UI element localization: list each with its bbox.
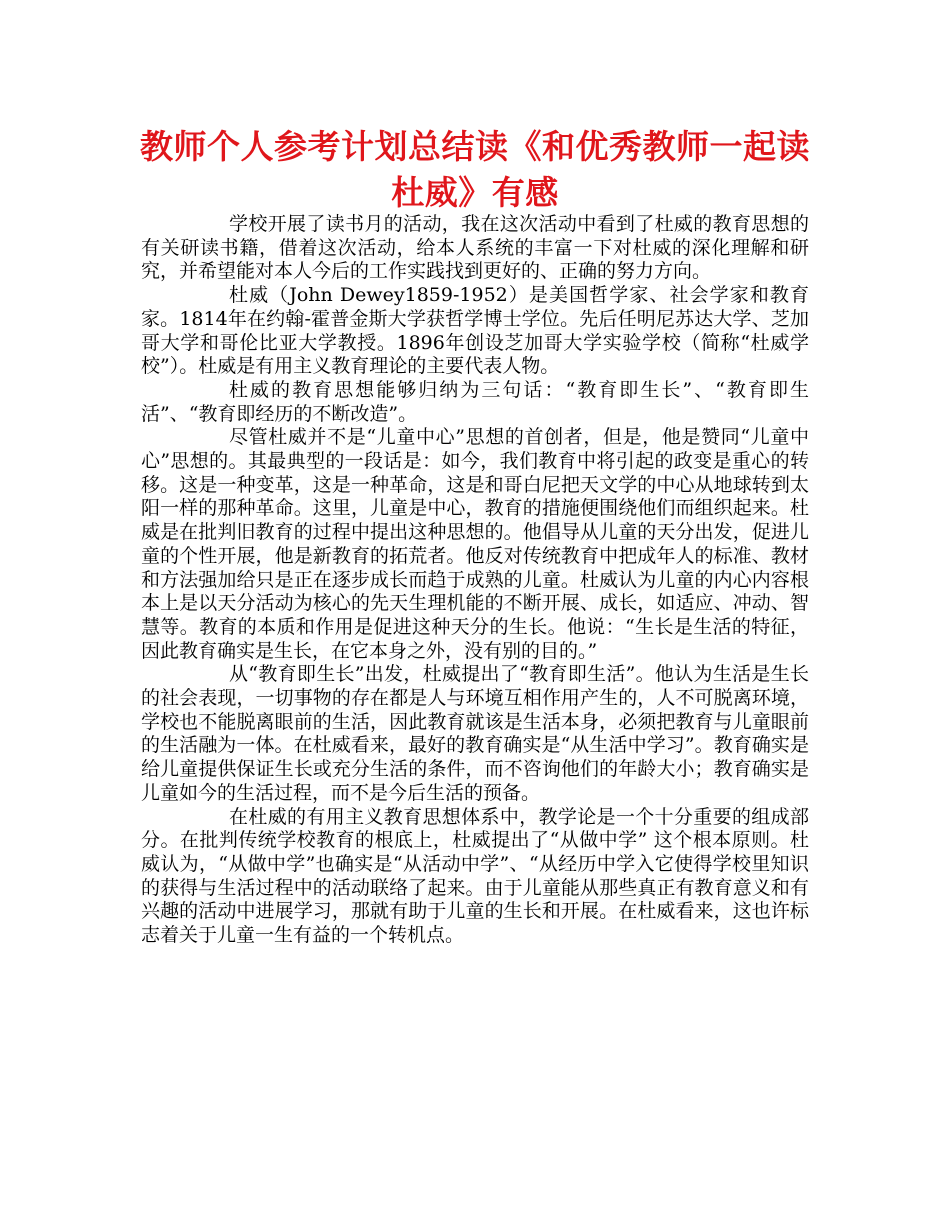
paragraph-biography: 杜威（John Dewey1859-1952）是美国哲学家、社会学家和教育家。1814年在约翰-霍普金斯大学获哲学博士学位。先后任明尼苏达大学、芝加哥大学和哥伦比亚大学教授。1896年创设芝加哥大学实验学校（简称“杜威学校”）。杜威是有用主义教育理论的主要代表人物。 (141, 284, 809, 378)
paragraph-three-sentences: 杜威的教育思想能够归纳为三句话：“教育即生长”、“教育即生活”、“教育即经历的不断改造”。 (141, 378, 809, 425)
paragraph-learning-by-doing: 在杜威的有用主义教育思想体系中，教学论是一个十分重要的组成部分。在批判传统学校教育的根底上，杜威提出了“从做中学” 这个根本原则。杜威认为，“从做中学”也确实是“从活动中学”、“从经历中学入它使得学校里知识的获得与生活过程中的活动联络了起来。由于儿童能从那些真正有教育意义和有兴趣的活动中进展学习，那就有助于儿童的生长和开展。在杜威看来，这也许标志着关于儿童一生有益的一个转机点。 (141, 805, 809, 947)
document-body (141, 213, 809, 948)
paragraph-child-centered: 尽管杜威并不是“儿童中心”思想的首创者，但是，他是赞同“儿童中心”思想的。其最典型的一段话是：如今，我们教育中将引起的政变是重心的转移。这是一种变革，这是一种革命，这是和哥白尼把天文学的中心从地球转到太阳一样的那种革命。这里，儿童是中心，教育的措施便围绕他们而组织起来。杜威是在批判旧教育的过程中提出这种思想的。他倡导从儿童的天分出发，促进儿童的个性开展，他是新教育的拓荒者。他反对传统教育中把成年人的标准、教材和方法强加给只是正在逐步成长而趋于成熟的儿童。杜威认为儿童的内心内容根本上是以天分活动为核心的先天生理机能的不断开展、成长，如适应、冲动、智慧等。教育的本质和作用是促进这种天分的生长。他说：“生长是生活的特征，因此教育确实是生长，在它本身之外，没有别的目的。” (141, 426, 809, 662)
document-title: 教师个人参考计划总结读《和优秀教师一起读杜威》有感 (140, 127, 810, 212)
paragraph-intro: 学校开展了读书月的活动，我在这次活动中看到了杜威的教育思想的有关研读书籍，借着这次活动，给本人系统的丰富一下对杜威的深化理解和研究，并希望能对本人今后的工作实践找到更好的、正确的努力方向。 (141, 213, 809, 283)
paragraph-education-is-life: 从“教育即生长”出发，杜威提出了“教育即生活”。他认为生活是生长的社会表现，一切事物的存在都是人与环境互相作用产生的，人不可脱离环境，学校也不能脱离眼前的生活，因此教育就该是生活本身，必须把教育与儿童眼前的生活融为一体。在杜威看来，最好的教育确实是“从生活中学习”。教育确实是给儿童提供保证生长或充分生活的条件，而不咨询他们的年龄大小；教育确实是儿童如今的生活过程，而不是今后生活的预备。 (141, 663, 809, 804)
